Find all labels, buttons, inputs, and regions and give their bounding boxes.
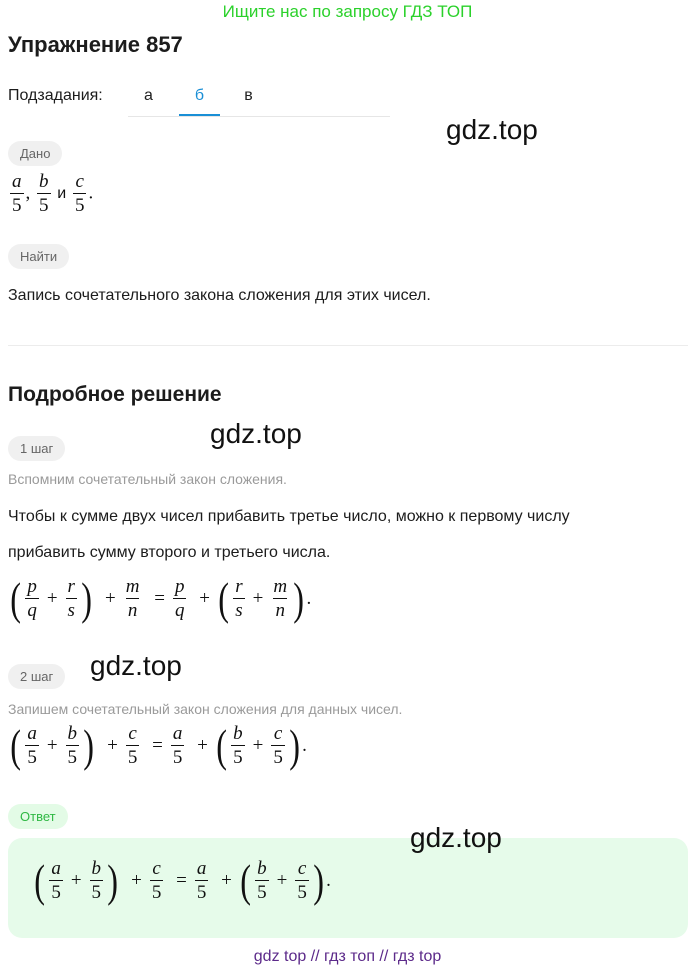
given-badge: Дано xyxy=(8,141,62,166)
page-title: Упражнение 857 xyxy=(8,32,183,57)
step-1-text-line2: прибавить сумму второго и третьего числа. xyxy=(8,544,331,561)
answer-badge: Ответ xyxy=(8,804,68,829)
step-1-hint: Вспомним сочетательный закон сложения. xyxy=(8,471,287,487)
footer-links[interactable]: gdz top // гдз топ // гдз top xyxy=(253,948,442,965)
promo-banner: Ищите нас по запросу ГДЗ ТОП xyxy=(222,2,473,21)
subtask-tabs xyxy=(128,78,390,117)
tab-a[interactable]: а xyxy=(144,87,153,104)
given-formula: $\frac{a}{5}$ , $\frac{b}{5}$ и $\frac{c}{5}$ . xyxy=(12,171,94,216)
subtasks-label: Подзадания: xyxy=(8,87,103,104)
watermark: gdz.top xyxy=(210,418,302,449)
tab-v[interactable]: в xyxy=(244,87,253,104)
find-text: Запись сочетательного закона сложения для этих чисел. xyxy=(8,287,431,304)
fraction: $\frac{a}{5}$ xyxy=(12,171,22,216)
step-2-badge: 2 шаг xyxy=(8,664,65,689)
step-2-formula: ( $\frac{a}{5}$ + $\frac{b}{5}$ ) + $\frac{c}{5}$ = $\frac{a}{5}$ + ( $\frac{b}{5}$ + $\frac{c}{5}$ ) . xyxy=(10,720,307,771)
step-1-text-line1: Чтобы к сумме двух чисел прибавить третье число, можно к первому числу xyxy=(8,508,570,525)
watermark: gdz.top xyxy=(410,822,502,853)
fraction: $\frac{c}{5}$ xyxy=(74,171,85,216)
step-2-hint: Запишем сочетательный закон сложения для данных чисел. xyxy=(8,701,403,717)
step-1-badge: 1 шаг xyxy=(8,436,65,461)
watermark: gdz.top xyxy=(446,114,538,145)
watermark: gdz.top xyxy=(90,650,182,681)
fraction: $\frac{b}{5}$ xyxy=(39,171,49,216)
find-badge: Найти xyxy=(8,244,69,269)
solution-title: Подробное решение xyxy=(8,383,222,406)
tab-b[interactable]: б xyxy=(179,78,220,116)
answer-formula: ( $\frac{a}{5}$ + $\frac{b}{5}$ ) + $\frac{c}{5}$ = $\frac{a}{5}$ + ( $\frac{b}{5}$ + $\frac{c}{5}$ ) . xyxy=(34,855,331,906)
step-1-formula: ( $\frac{p}{q}$ + $\frac{r}{s}$ ) + $\frac{m}{n}$ = $\frac{p}{q}$ + ( $\frac{r}{s}$ + $\frac{m}{n}$ ) . xyxy=(10,573,312,624)
divider xyxy=(8,345,688,346)
